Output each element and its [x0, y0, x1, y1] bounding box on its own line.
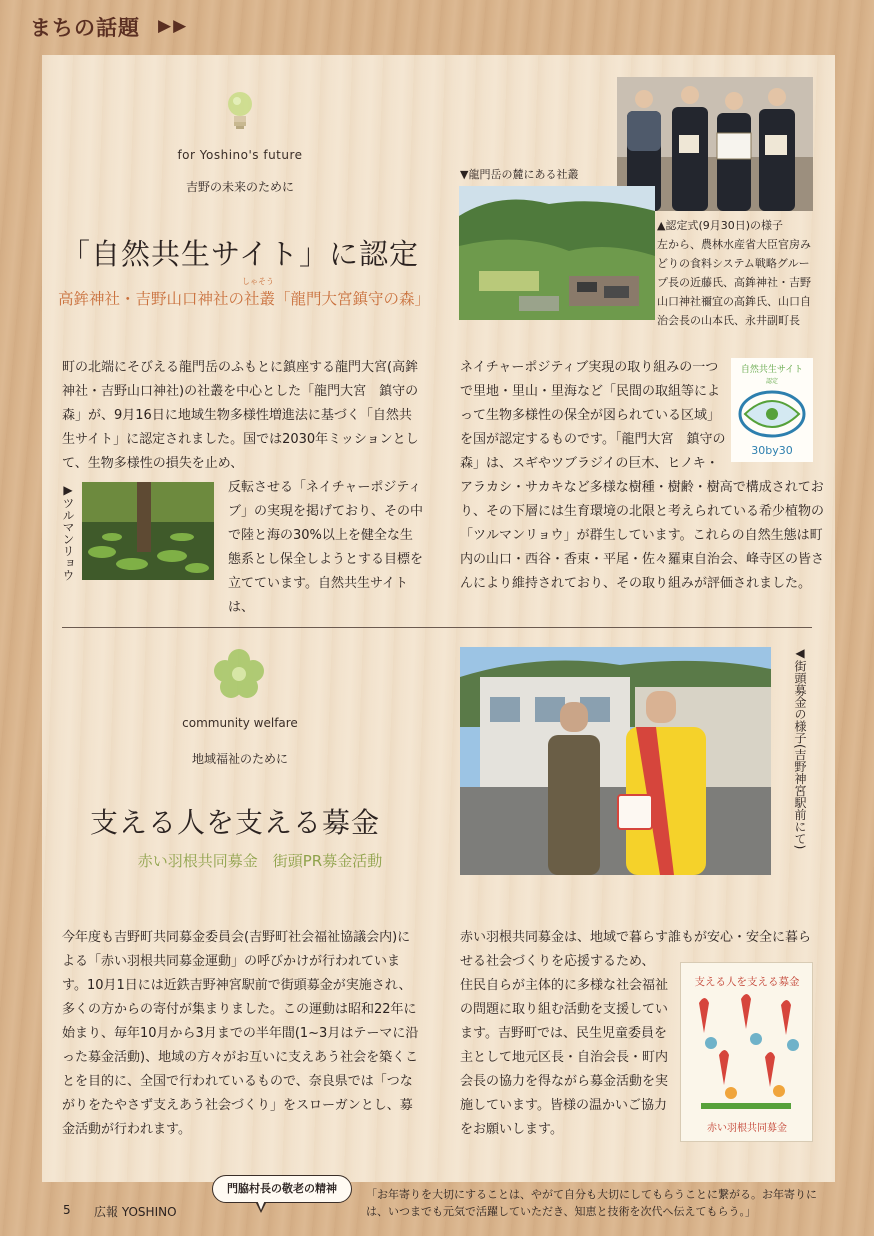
article2-para-left: 今年度も吉野町共同募金委員会(吉野町社会福祉協議会内)による「赤い羽根共同募金運動」の呼びかけが行われています。10月1日には近鉄吉野神宮駅前で街頭募金が実施され、多くの方からの寄付が集まりました。この運動は昭和22年に始まり、毎年10月から3月までの半年間(1~3月はテーマに沿った募金活動)、地域の方々がお互いに支えあう社会を築くことを目的に、全国で行われているもので、奈良県では「つながりをたやさず支えあう社会づくり」をスローガンとし、募金活動が行われます。 [62, 930, 419, 1137]
article2-para-right-top: 赤い羽根共同募金は、地域で暮らす誰もが安心・安全に暮らせる社会づくりを応援するため、 [460, 930, 812, 969]
page-number: 5 [63, 1203, 71, 1217]
street-fundraising-photo [460, 647, 771, 875]
article1-tag-en: for Yoshino's future [177, 148, 303, 162]
street-fundraising-caption: ◀街頭募金の様子(吉野神宮駅前にて) [793, 646, 807, 850]
red-feather-poster [680, 962, 813, 1142]
publication-name: 広報 YOSHINO [94, 1205, 177, 1219]
poster-title: 支える人を支える募金 [694, 976, 800, 988]
ceremony-caption-title: ▲認定式(9月30日)の様子 [657, 219, 784, 232]
logo-text-bottom: 30by30 [751, 444, 793, 457]
section-divider [62, 627, 812, 628]
article2-subtitle: 赤い羽根共同募金 街頭PR募金活動 [137, 852, 383, 870]
article1-tag-jp: 吉野の未来のために [185, 180, 294, 194]
shrine-forest-photo [459, 186, 655, 320]
article1-para-left-top: 町の北端にそびえる龍門岳のふもとに鎮座する龍門大宮(高鉾神社・吉野山口神社)の社叢を中心とした「龍門大宮 鎮守の森」が、9月16日に地域生物多様性増進法に基づく「自然共生サイト」に認定されました。国では2030年ミッションとして、生物多様性の損失を止め、 [62, 360, 419, 471]
article1-para-right-bottom: アラカシ・サカキなど多様な樹種・樹齢・樹高で構成されており、その下層には生育環境の北限と考えられている希少植物の「ツルマンリョウ」が群生しています。これらの自然生態は町内の山口・西谷・香束・平尾・佐々羅東自治会、峰寺区の皆さんにより維持されており、その取り組みが評価されました。 [460, 480, 825, 591]
header-arrows: ▶▶ [158, 16, 189, 36]
mayor-bubble-tail-inner [257, 1200, 265, 1210]
article1-para-right-top: ネイチャーポジティブ実現の取り組みの一つで里地・里山・里海など「民間の取組等によって生物多様性の保全が図られている区域」を国が認定するものです。「龍門大宮 鎮守の森」は、スギやツブラジイの巨木、ヒノキ・ [460, 360, 726, 471]
tsurumanryo-caption: ▶ツルマンリョウ [61, 483, 75, 581]
logo-text-top: 自然共生サイト [740, 365, 804, 375]
header-section-label: まちの話題 [30, 16, 140, 40]
nature-site-logo [731, 358, 813, 462]
article2-para-right-wrap: 住民自らが主体的に多様な社会福祉の問題に取り組む活動を支援しています。吉野町では、民生児童委員を主として地元区長・自治会長・町内会長の協力を得ながら募金活動を実施しています。皆様の温かいご協力をお願いします。 [460, 978, 669, 1137]
lightbulb-icon [225, 90, 255, 134]
tsurumanryo-photo [82, 482, 214, 580]
article1-subtitle: 高鉾神社・吉野山口神社の社叢「龍門大宮鎮守の森」 [58, 290, 431, 308]
mayor-bubble: 門脇村長の敬老の精神 [212, 1175, 352, 1203]
article1-para-left-wrap: 反転させる「ネイチャーポジティブ」の実現を掲げており、その中で陸と海の30%以上を健全な生態系とし保全しようとする目標を立てています。自然共生サイトは、 [228, 480, 424, 615]
article1-title: 「自然共生サイト」に認定 [61, 237, 419, 271]
mayor-quote: 「お年寄りを大切にすることは、やがて自分も大切にしてもらうことに繋がる。お年寄りには、いつまでも元気で活躍していただき、知恵と技術を次代へ伝えてもらう。」 [366, 1188, 817, 1218]
logo-text-small: 認定 [765, 378, 779, 385]
article2-tag-en: community welfare [182, 716, 298, 730]
ceremony-caption-body: 左から、農林水産省大臣官房みどりの食料システム戦略グループ長の近藤氏、高鉾神社・吉野山口神社禰宜の高鉾氏、山口自治会長の山本氏、永井副町長 [657, 238, 811, 327]
ceremony-caption [657, 216, 817, 330]
article2-title: 支える人を支える募金 [89, 806, 380, 839]
flower-icon [213, 648, 265, 700]
shrine-forest-caption: ▼龍門岳の麓にある社叢 [460, 168, 579, 181]
poster-footer: 赤い羽根共同募金 [707, 1123, 787, 1134]
article1-subtitle-ruby: しゃそう [242, 277, 274, 286]
article2-tag-jp: 地域福祉のために [191, 752, 288, 766]
